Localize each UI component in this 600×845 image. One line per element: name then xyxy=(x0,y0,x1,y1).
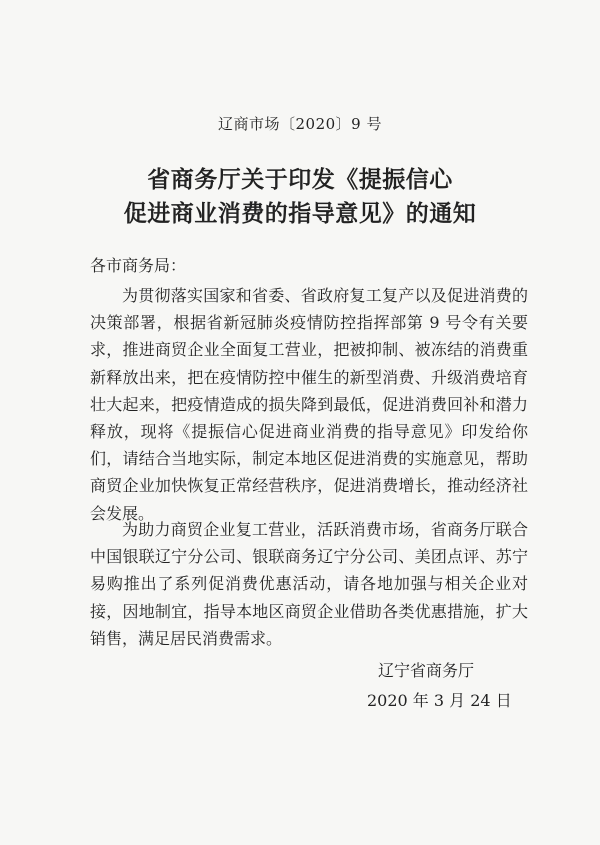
salutation: 各市商务局： xyxy=(90,256,187,275)
issue-date: 2020 年 3 月 24 日 xyxy=(367,691,512,710)
document-number: 辽商市场〔2020〕9 号 xyxy=(218,115,382,133)
title-line-2: 促进商业消费的指导意见》的通知 xyxy=(123,200,477,227)
document-title xyxy=(0,163,600,231)
body-paragraph-2: 为助力商贸企业复工营业，活跃消费市场，省商务厅联合中国银联辽宁分公司、银联商务辽宁分公司、美团点评、苏宁易购推出了系列促消费优惠活动，请各地加强与相关企业对接，因地制宜，指导本地区商贸企业借助各类优惠措施，扩大销售，满足居民消费需求。 xyxy=(90,520,528,648)
body-paragraph-1: 为贯彻落实国家和省委、省政府复工复产以及促进消费的决策部署，根据省新冠肺炎疫情防控指挥部第 9 号令有关要求，推进商贸企业全面复工营业，把被抑制、被冻结的消费重新释放出来，把在疫情防控中催生的新型消费、升级消费培育壮大起来，把疫情造成的损失降到最低，促进消费回补和潜力释放，现将《提振信心促进商业消费的指导意见》印发给你们，请结合当地实际，制定本地区促进消费的实施意见，帮助商贸企业加快恢复正常经营秩序，促进消费增长，推动经济社会发展。 xyxy=(90,286,528,523)
title-line-1: 省商务厅关于印发《提振信心 xyxy=(147,166,453,193)
issuing-authority: 辽宁省商务厅 xyxy=(378,661,475,680)
